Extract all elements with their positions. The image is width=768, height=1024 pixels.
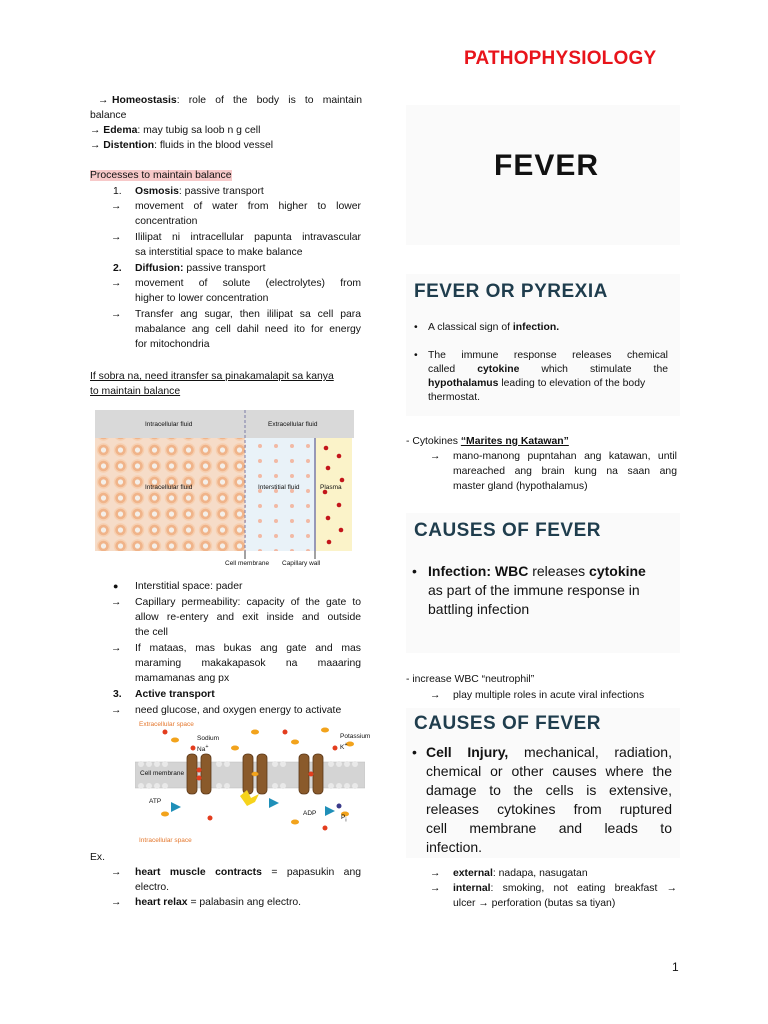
causes2-line-6: infection. — [426, 839, 483, 855]
slide-causes-of-fever-2 — [406, 708, 680, 858]
arrow-icon: → — [111, 309, 122, 320]
causes2-line-3: damage to the cells is extensive, — [426, 782, 672, 798]
arrow-icon: → — [111, 897, 122, 908]
bullet-dot: ● — [113, 581, 119, 591]
processes-heading: Processes to maintain balance — [90, 170, 232, 181]
internal-bullet-cont: ulcer → perforation (butas sa tiyan) — [453, 898, 616, 909]
causes-slide-title-2: CAUSES OF FEVER — [414, 713, 601, 734]
pyrexia-bullet-2-l3: hypothalamus leading to elevation of the body — [428, 378, 646, 389]
capillary-bullet-cont: allow re-entery and exit inside and outside — [135, 612, 361, 623]
bullet-dot: • — [412, 563, 417, 579]
pyrexia-bullet-2: The immune response releases chemical — [428, 350, 668, 361]
fluid-compartments-svg — [95, 410, 354, 565]
arrow-icon: → — [430, 868, 441, 879]
cytokines-bullet: mano-manong pupntahan ang katawan, until — [453, 451, 677, 462]
arrow-icon: → — [111, 597, 122, 608]
wbc-note: - increase WBC “neutrophil” — [406, 674, 535, 685]
label-pi: P — [341, 814, 346, 821]
sodium-potassium-pump-figure: Extracellular space Sodium Na+ Potassium K+ Cell membrane ATP ADP $P_i$ Intracellular space — [135, 718, 365, 848]
edema-line: → Edema: may tubig sa loob n g cell — [90, 125, 261, 136]
pyrexia-bullet-1: A classical sign of infection. — [428, 322, 560, 333]
page-number: 1 — [672, 960, 679, 974]
bullet-dot: • — [414, 350, 418, 361]
causes1-bullet: Infection: WBC releases cytokine — [428, 563, 646, 579]
label-intracellular-fluid: Intracellular fluid — [145, 421, 193, 428]
cytokines-bullet-cont2: master gland (hypothalamus) — [453, 481, 588, 492]
causes1-bullet-cont: as part of the immune response in — [428, 582, 640, 598]
arrow-icon: → — [111, 201, 122, 212]
diffusion-bullet-2: Transfer ang sugar, then ililipat sa cell para — [135, 309, 361, 320]
label-extracellular-fluid: Extracellular fluid — [268, 421, 318, 428]
list-number: 2. — [113, 263, 122, 274]
bullet-dot: • — [414, 322, 418, 333]
causes2-line-2: chemical or other causes where the — [426, 763, 672, 779]
arrow-icon: → — [111, 643, 122, 654]
list-number: 3. — [113, 689, 122, 700]
arrow-icon: → — [111, 278, 122, 289]
diffusion-bullet-1-cont: higher to lower concentration — [135, 293, 269, 304]
label-intracellular-fluid-2: Intracellular fluid — [145, 484, 193, 491]
list-number: 1. — [113, 186, 122, 197]
fluid-compartments-figure — [95, 410, 354, 565]
fever-slide-title: FEVER — [494, 149, 600, 182]
heart-contract-cont: electro. — [135, 882, 170, 893]
causes2-bullet: Cell Injury, mechanical, radiation, — [426, 744, 672, 760]
label-k: K — [340, 744, 345, 752]
arrow-icon: → — [430, 451, 441, 462]
causes2-line-4: releases cytokines from ruptured — [426, 801, 672, 817]
capillary-bullet: Capillary permeability: capacity of the gate to — [135, 597, 361, 608]
pyrexia-slide-title: FEVER OR PYREXIA — [414, 281, 608, 302]
pyrexia-bullet-2-l4: thermostat. — [428, 392, 480, 403]
label-sodium: Sodium — [197, 735, 220, 742]
internal-bullet: internal: smoking, not eating breakfast → — [453, 883, 677, 894]
osmosis-item: Osmosis: passive transport — [135, 186, 264, 197]
mataas-bullet-cont2: mamamanas ang px — [135, 673, 230, 684]
arrow-icon: → — [430, 690, 441, 701]
slide-fever-or-pyrexia — [406, 274, 680, 416]
pump-svg — [135, 718, 365, 848]
slide-causes-of-fever-1 — [406, 513, 680, 653]
label-intracellular-space: Intracellular space — [139, 837, 192, 844]
homeostasis-continuation: balance — [90, 110, 127, 121]
label-na: Na — [197, 746, 206, 754]
label-adp: ADP — [303, 810, 317, 817]
label-extracellular-space: Extracellular space — [139, 721, 194, 728]
arrow-icon: → — [430, 883, 441, 894]
cytokines-line: - Cytokines “Marites ng Katawan” — [406, 436, 569, 447]
label-plasma: Plasma — [320, 484, 342, 491]
distention-line: → Distention: fluids in the blood vessel — [90, 140, 274, 151]
osmosis-bullet-1-cont: concentration — [135, 216, 198, 227]
wbc-sub-bullet: play multiple roles in acute viral infections — [453, 690, 645, 701]
label-cell-membrane: Cell membrane — [140, 770, 185, 777]
homeostasis-line: Homeostasis: role of the body is to maintain — [112, 95, 362, 106]
mataas-bullet: If mataas, mas bukas ang gate and mas — [135, 643, 361, 654]
transfer-note: If sobra na, need itransfer sa pinakamalapit sa kanya — [90, 371, 334, 382]
arrow-icon: → — [98, 95, 109, 106]
heart-relax-line: heart relax = palabasin ang electro. — [135, 897, 302, 908]
osmosis-bullet-2: Ililipat ni intracellular papunta intravascular — [135, 232, 361, 243]
label-potassium: Potassium — [340, 733, 371, 740]
heart-contract-line: heart muscle contracts = papasukin ang — [135, 867, 362, 878]
cytokines-bullet-cont: mareached ang brain kung na saan ang — [453, 466, 677, 477]
active-transport-bullet: need glucose, and oxygen energy to activate — [135, 705, 342, 716]
osmosis-bullet-2-cont: sa interstitial space to make balance — [135, 247, 303, 258]
diffusion-bullet-2-cont: mabalance ang cell dahil need ito for energy — [135, 324, 361, 335]
label-interstitial-fluid: Interstitial fluid — [258, 484, 300, 491]
arrow-icon: → — [111, 705, 122, 716]
example-label: Ex. — [90, 852, 106, 863]
active-transport-item: Active transport — [135, 689, 215, 700]
arrow-icon: → — [111, 232, 122, 243]
causes-slide-title-1: CAUSES OF FEVER — [414, 520, 601, 541]
capillary-bullet-cont2: the cell — [135, 627, 168, 638]
page-header-title: PATHOPHYSIOLOGY — [464, 48, 657, 69]
diffusion-bullet-1: movement of solute (electrolytes) from — [135, 278, 361, 289]
label-atp: ATP — [149, 798, 162, 805]
causes2-line-5: cell membrane and leads to — [426, 820, 672, 836]
bullet-dot: • — [412, 744, 417, 760]
mataas-bullet-cont: maraming makakapasok na maaaring — [135, 658, 361, 669]
diffusion-bullet-2-cont2: for mitochondria — [135, 339, 210, 350]
label-capillary-wall: Capillary wall — [282, 560, 321, 567]
pyrexia-bullet-2-l2: called cytokine which stimulate the — [428, 364, 669, 375]
interstitial-bullet: Interstitial space: pader — [135, 581, 243, 592]
osmosis-bullet-1: movement of water from higher to lower — [135, 201, 361, 212]
label-cell-membrane: Cell membrane — [225, 560, 270, 567]
transfer-note-cont: to maintain balance — [90, 386, 181, 397]
external-bullet: external: nadapa, nasugatan — [453, 868, 588, 879]
diffusion-item: Diffusion: passive transport — [135, 263, 266, 274]
slide-fever — [406, 105, 680, 245]
causes1-bullet-cont2: battling infection — [428, 601, 530, 617]
arrow-icon: → — [111, 867, 122, 878]
